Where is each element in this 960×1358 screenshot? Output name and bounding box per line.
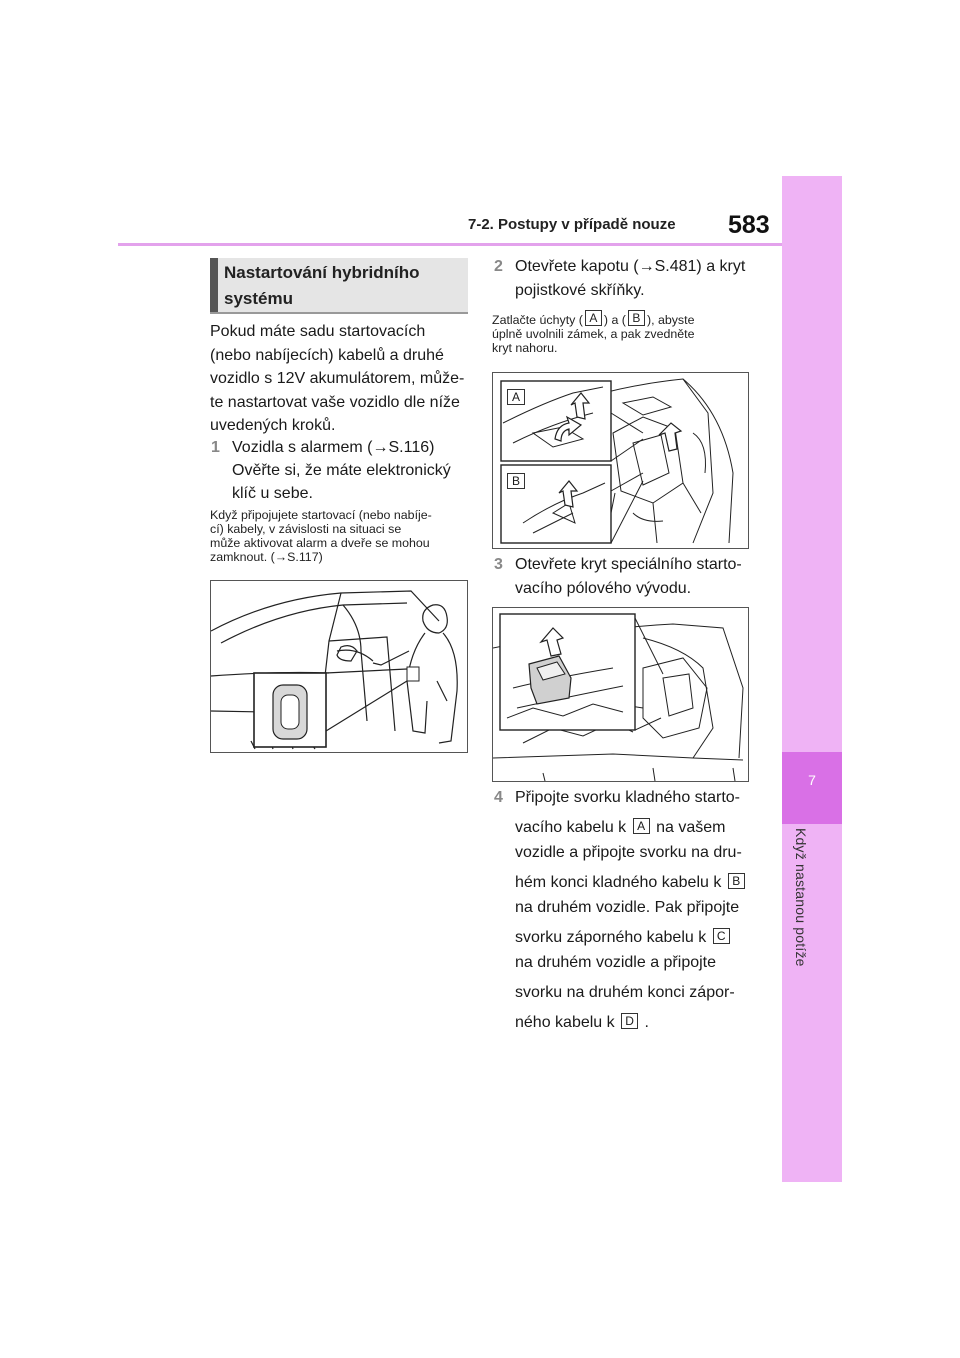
label-d: D (621, 1013, 638, 1029)
chapter-number: 7 (808, 772, 816, 788)
label-b: B (628, 310, 645, 326)
step1-line: klíč u sebe. (232, 485, 313, 502)
step2-number-wrap (494, 255, 503, 278)
latch-note-line3: kryt nahoru. (492, 341, 558, 355)
intro-line: uvedených kroků. (210, 417, 336, 434)
step1-number: 1 (211, 439, 220, 456)
header-divider (118, 243, 782, 246)
alarm-note (210, 508, 472, 564)
step3-number: 3 (494, 556, 503, 573)
note-line: může aktivovat alarm a dveře se mohou (210, 536, 430, 550)
step2-number: 2 (494, 258, 503, 275)
step4-line: vozidle a připojte svorku na dru- (515, 844, 742, 861)
figure-fuse-box-cover (492, 372, 749, 549)
intro-line: te nastartovat vaše vozidlo dle níže (210, 393, 460, 411)
chapter-number-box (782, 752, 842, 824)
latch-note-line1 (492, 310, 752, 327)
terminal-illustration (493, 608, 748, 781)
step2-text (515, 255, 765, 303)
step3-line: vacího pólového vývodu. (515, 580, 692, 597)
step4-text-segment: na vašem (656, 819, 726, 836)
step4-line: svorku na druhém konci zápor- (515, 984, 735, 1001)
label-b: B (728, 873, 745, 889)
step2-line: Otevřete kapotu (→S.481) a kryt (515, 258, 746, 275)
figure-terminal-cover (492, 607, 749, 782)
step2-line: pojistkové skříňky. (515, 282, 645, 299)
chapter-title: Když nastanou potíže (793, 828, 809, 967)
step4-line (515, 1011, 765, 1034)
step1-number-wrap (211, 436, 220, 459)
step4-number: 4 (494, 789, 503, 806)
step3-line: Otevřete kryt speciálního starto- (515, 556, 742, 573)
step4-line: na druhém vozidle. Pak připojte (515, 899, 740, 916)
step4-line: na druhém vozidle a připojte (515, 954, 717, 971)
figure-label-a: A (507, 389, 525, 405)
page-number: 583 (728, 211, 770, 239)
step4-line (515, 871, 765, 894)
chapter-side-tab (782, 176, 842, 1182)
step4-number-wrap (494, 786, 503, 809)
note-line: zamknout. (→S.117) (210, 550, 323, 564)
note-line: Když připojujete startovací (nebo nabíje- (210, 508, 432, 522)
intro-line: (nebo nabíjecích) kabelů a druhé (210, 346, 444, 364)
step4-line (515, 926, 765, 949)
note2-text: ), abyste (646, 313, 695, 327)
note2-text: ) a ( (603, 313, 626, 327)
step1-text (232, 436, 472, 505)
label-a: A (633, 818, 650, 834)
car-door-illustration (211, 581, 467, 752)
section-heading-rule (210, 312, 468, 314)
section-heading-accent (210, 258, 218, 312)
step4-line (515, 816, 765, 839)
step4-text (515, 786, 765, 1041)
step4-text-segment: hém konci kladného kabelu k (515, 874, 722, 891)
step4-text-segment: svorku záporného kabelu k (515, 929, 707, 946)
intro-line: Pokud máte sadu startovacích (210, 323, 426, 340)
latch-note (492, 310, 752, 355)
figure-label-b: B (507, 473, 525, 489)
step1-line: Ověřte si, že máte elektronický (232, 462, 451, 479)
header-section-title: 7-2. Postupy v případě nouze (468, 216, 676, 233)
step4-text-segment: ného kabelu k (515, 1014, 615, 1031)
section-heading: Nastartování hybridního systému (224, 263, 420, 308)
latch-note-line2: úplně uvolnili zámek, a pak zvedněte (492, 327, 695, 341)
note2-text: Zatlačte úchyty ( (492, 313, 583, 327)
step4-text-segment: vacího kabelu k (515, 819, 627, 836)
figure-person-with-key (210, 580, 468, 753)
step3-text (515, 553, 765, 601)
step1-line: Vozidla s alarmem (→S.116) (232, 439, 435, 456)
step4-line: Připojte svorku kladného starto- (515, 789, 740, 806)
step4-text-segment: . (644, 1014, 649, 1031)
note-line: cí) kabely, v závislosti na situaci se (210, 522, 402, 536)
label-c: C (713, 928, 730, 944)
label-a: A (585, 310, 602, 326)
engine-bay-illustration (493, 373, 748, 548)
intro-line: vozidlo s 12V akumulátorem, může- (210, 370, 465, 387)
intro-paragraph (210, 320, 472, 438)
step3-number-wrap (494, 553, 503, 576)
